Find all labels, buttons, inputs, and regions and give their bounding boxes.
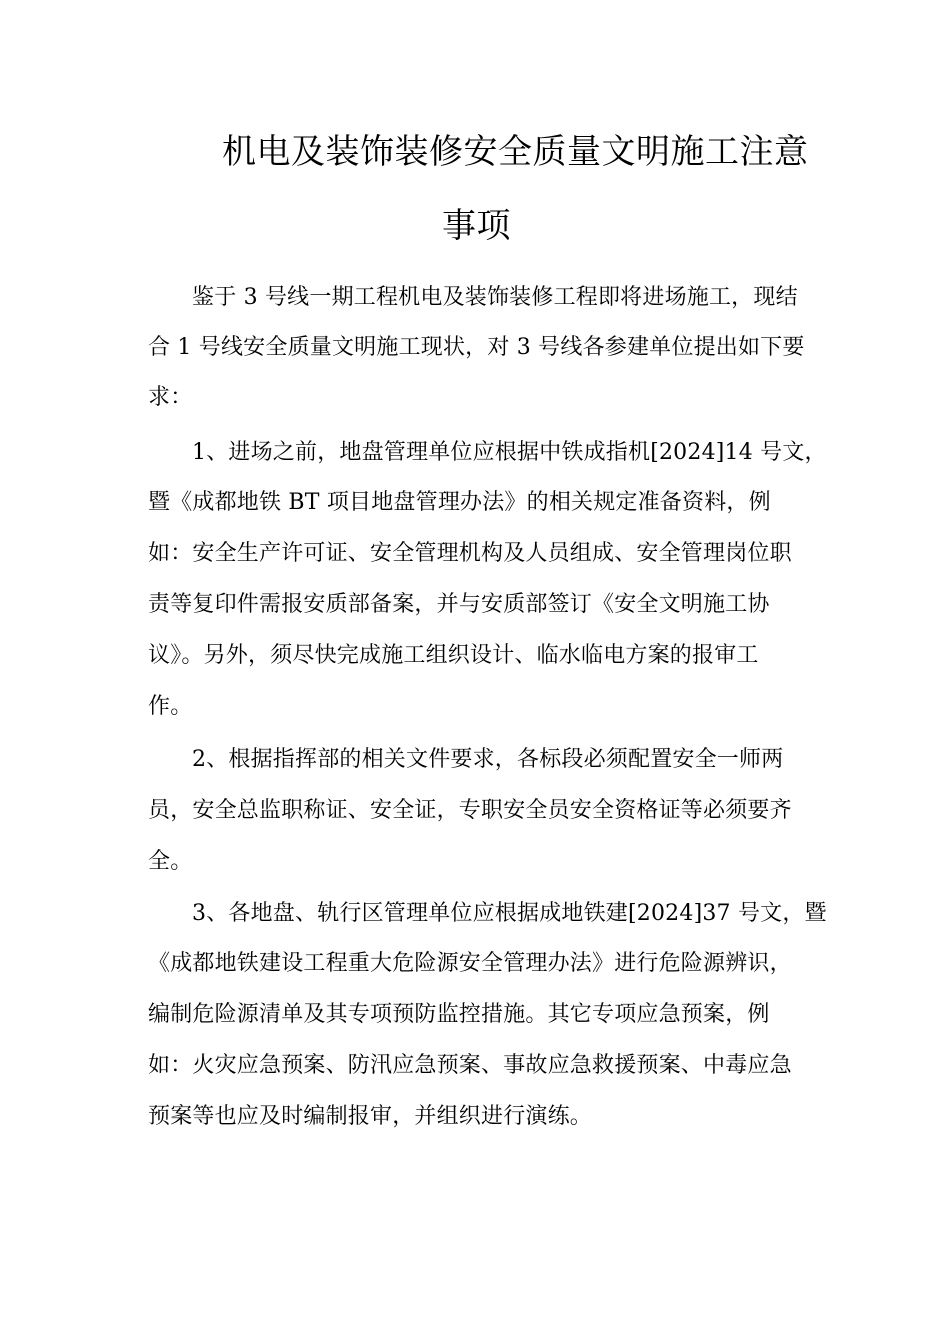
paragraph-line: 员，安全总监职称证、安全证，专职安全员安全资格证等必须要齐 (148, 798, 792, 823)
paragraph-line: 1、进场之前，地盘管理单位应根据中铁成指机[2024]14 号文， (192, 440, 827, 465)
paragraph-line: 作。 (148, 694, 193, 719)
paragraph-line: 议》。另外，须尽快完成施工组织设计、临水临电方案的报审工 (148, 643, 759, 668)
document-title-line-2: 事项 (442, 206, 511, 246)
paragraph-line: 责等复印件需报安质部备案，并与安质部签订《安全文明施工协 (148, 592, 770, 617)
paragraph-line: 全。 (148, 849, 193, 874)
paragraph-line: 暨《成都地铁 BT 项目地盘管理办法》的相关规定准备资料，例 (148, 490, 771, 515)
paragraph-line: 如：安全生产许可证、安全管理机构及人员组成、安全管理岗位职 (148, 541, 792, 566)
paragraph-line: 鉴于 3 号线一期工程机电及装饰装修工程即将进场施工，现结 (192, 285, 798, 310)
paragraph-line: 合 1 号线安全质量文明施工现状，对 3 号线各参建单位提出如下要 (148, 335, 805, 360)
paragraph-line: 2、根据指挥部的相关文件要求，各标段必须配置安全一师两 (192, 747, 784, 772)
paragraph-line: 3、各地盘、轨行区管理单位应根据成地铁建[2024]37 号文，暨 (192, 901, 827, 926)
paragraph-line: 预案等也应及时编制报审，并组织进行演练。 (148, 1104, 593, 1129)
paragraph-line: 编制危险源清单及其专项预防监控措施。其它专项应急预案，例 (148, 1002, 770, 1027)
paragraph-line: 如：火灾应急预案、防汛应急预案、事故应急救援预案、中毒应急 (148, 1053, 792, 1078)
paragraph-line: 求： (148, 385, 193, 410)
paragraph-line: 《成都地铁建设工程重大危险源安全管理办法》进行危险源辨识， (148, 951, 792, 976)
document-title-line-1: 机电及装饰装修安全质量文明施工注意 (222, 132, 809, 172)
